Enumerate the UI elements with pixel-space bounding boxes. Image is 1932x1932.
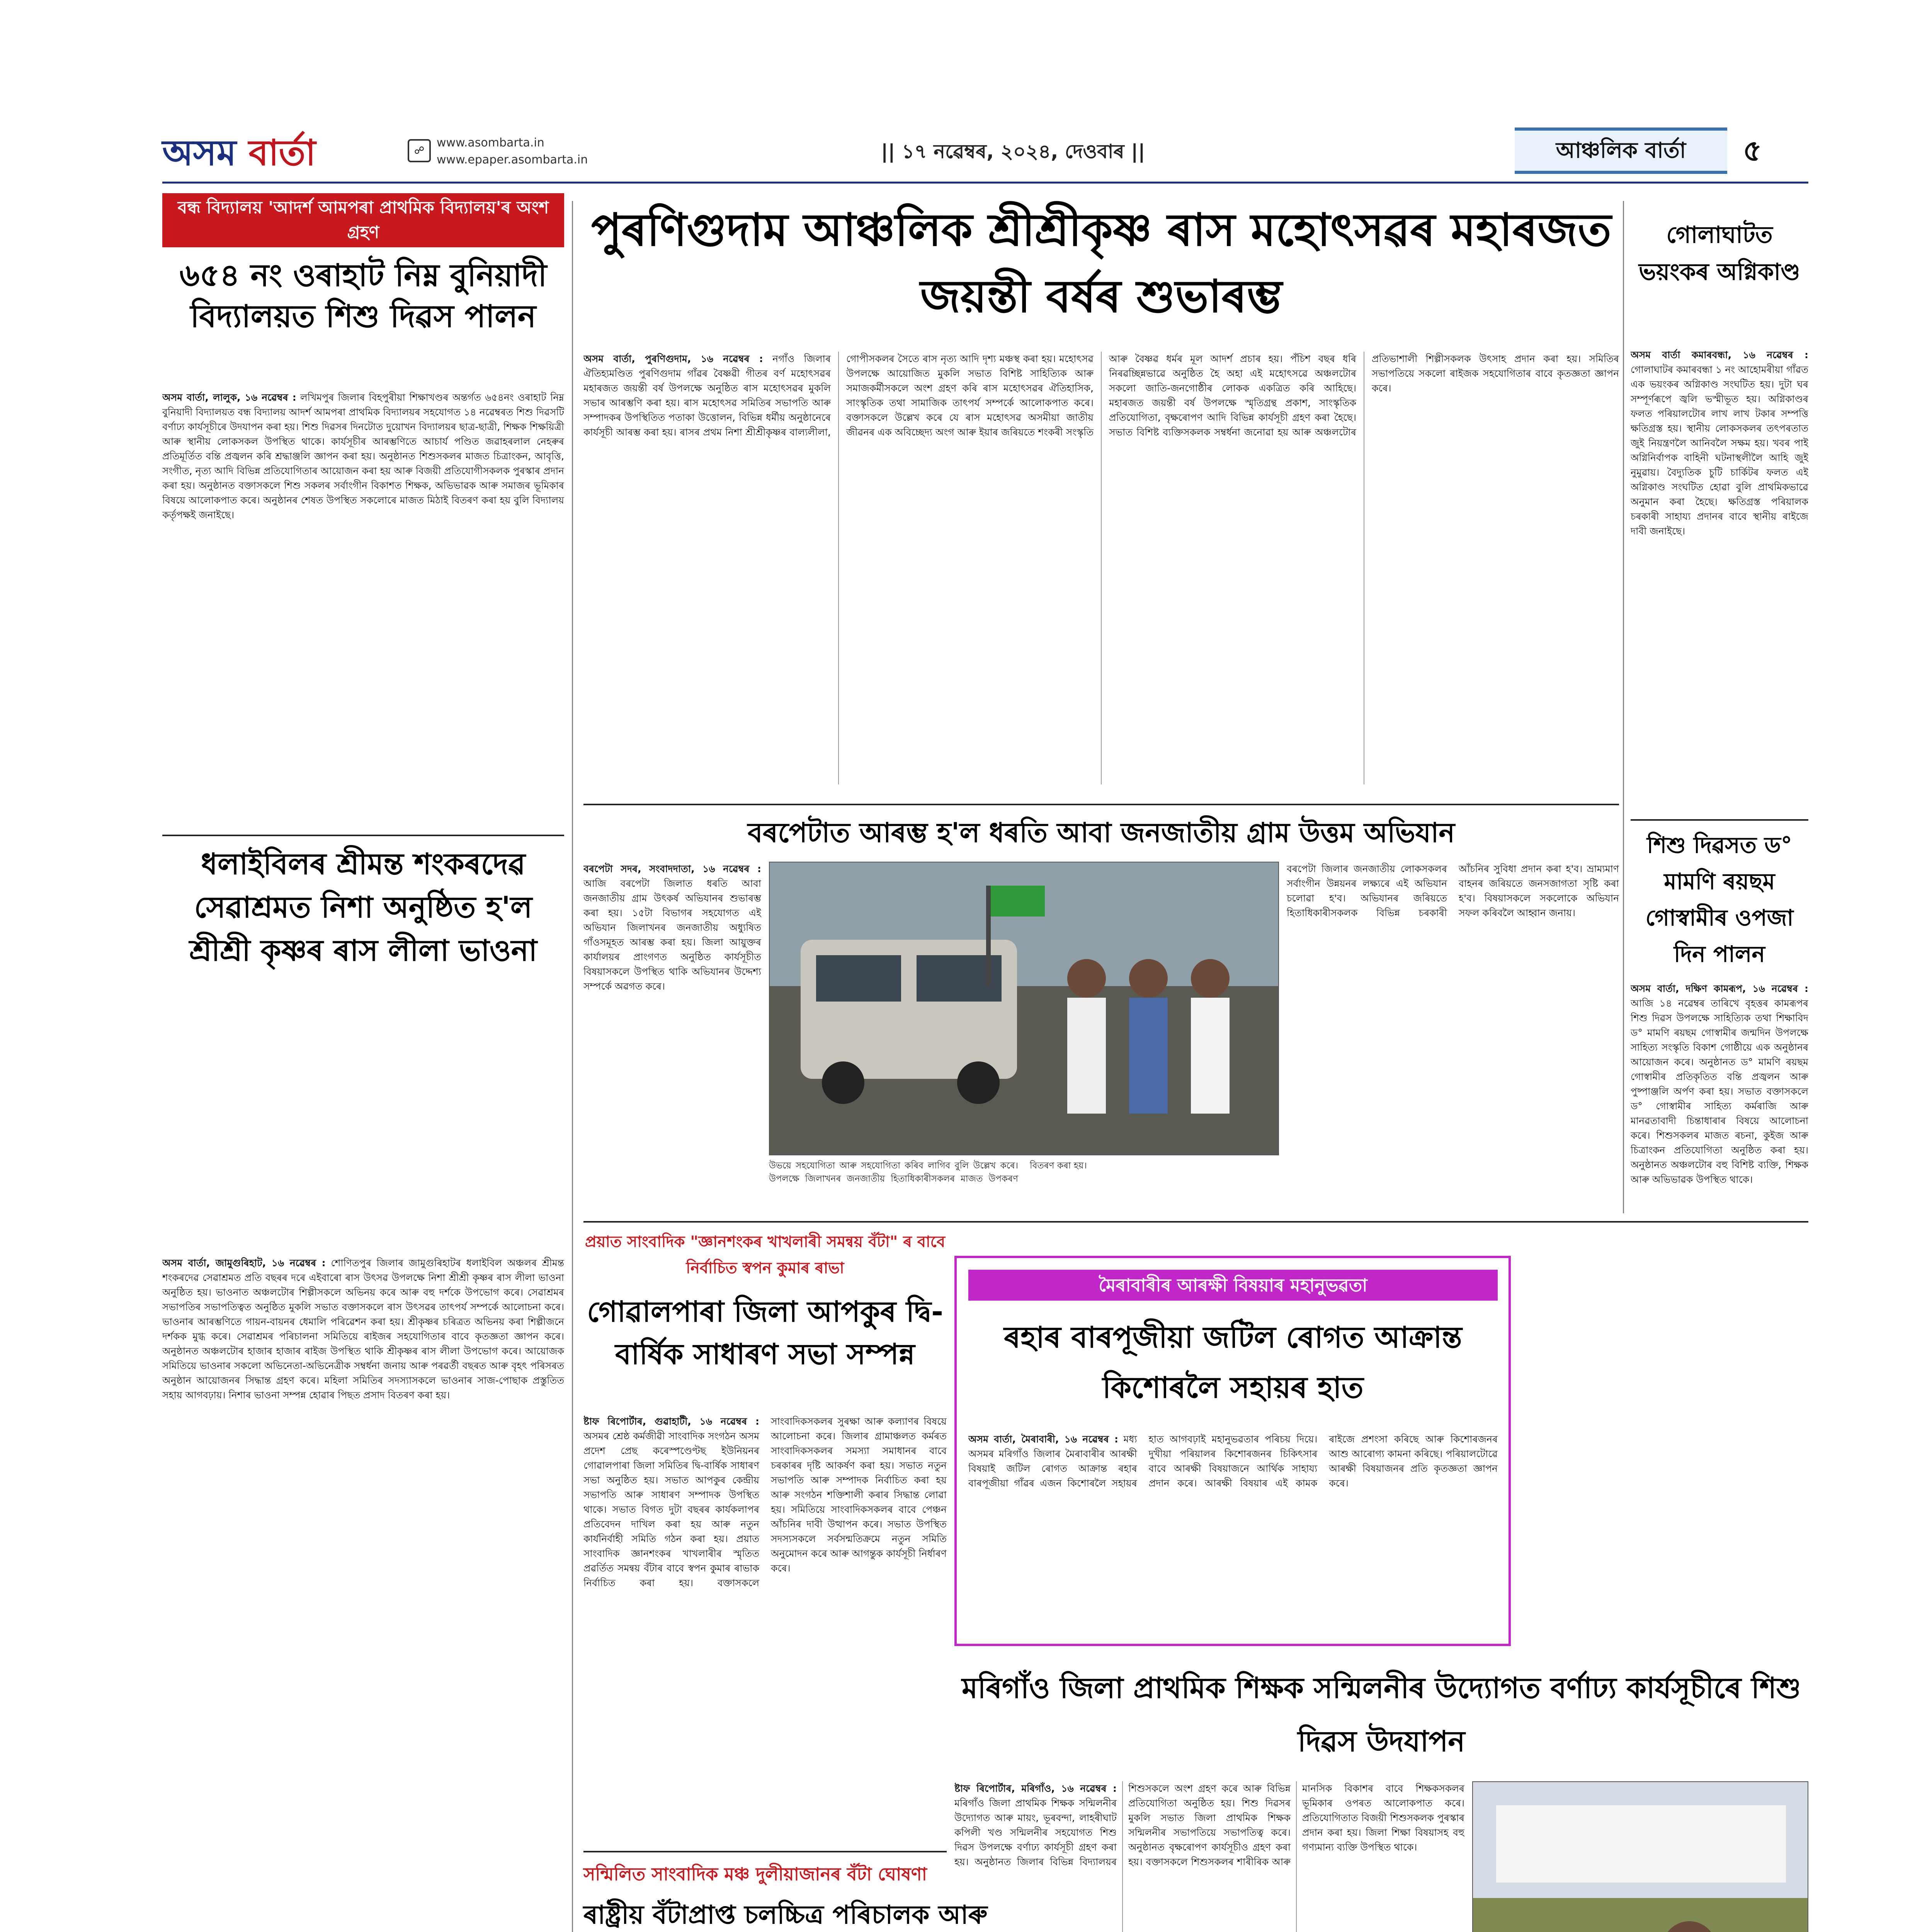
story-kicker bbox=[162, 193, 564, 247]
story-body-text: গোলাঘাটৰ কমাৰবন্ধা ১ নং আহোমৰীয়া গাঁৱত এক ভয়ংকৰ অগ্নিকাণ্ড সংঘটিত হয়। দুটা ঘৰ সম্পূৰ্ণৰূপে জ্বলি ভস্মীভূত হয়। অগ্নিকাণ্ডৰ ফলত পৰিয়ালটোৰ লাখ লাখ টকাৰ সম্পত্তি ক্ষতিগ্ৰস্ত হয়। স্থানীয় লোকসকলৰ তৎপৰতাত জুই নিয়ন্ত্ৰণলৈ আনিবলৈ সক্ষম হয়। খবৰ পাই অগ্নিনিৰ্বাপক বাহিনী ঘটনাস্থলীলৈ আহি জুই নুমুৱায়। বৈদ্যুতিক চুটি চাৰ্কিটৰ ফলত এই অগ্নিকাণ্ড সংঘটিত হোৱা বুলি প্ৰাথমিকভাৱে অনুমান কৰা হৈছে। ক্ষতিগ্ৰস্ত পৰিয়ালক চৰকাৰী সাহায্য প্ৰদানৰ বাবে স্থানীয় ৰাইজে দাবী জনাইছে। bbox=[1631, 364, 1808, 537]
story-dateline: ষ্টাফ ৰিপোৰ্টাৰ, গুৱাহাটী, ১৬ নৱেম্বৰ : bbox=[583, 1416, 759, 1427]
story-kicker: সন্মিলিত সাংবাদিক মঞ্চ দুলীয়াজানৰ বঁটা ঘোষণা bbox=[583, 1864, 927, 1884]
issue-date: || ১৭ নৱেম্বৰ, ২০২৪, দেওবাৰ || bbox=[881, 140, 1145, 163]
story-body bbox=[583, 1414, 947, 1820]
story-dateline: অসম বাৰ্তা, মৈৰাবাৰী, ১৬ নৱেম্বৰ : bbox=[968, 1434, 1119, 1445]
story-body bbox=[162, 390, 564, 823]
story-golaghat-fire bbox=[1631, 216, 1808, 811]
masthead-logo bbox=[162, 128, 402, 178]
story-goalpara-apcu bbox=[583, 1229, 947, 1932]
photo-barpeta-flagoff bbox=[769, 862, 1279, 1155]
divider bbox=[1631, 819, 1808, 821]
story-headline: ধলাইবিলৰ শ্ৰীমন্ত শংকৰদেৱ সেৱাশ্ৰমত নিশা অনুষ্ঠিত হ'ল শ্ৰীশ্ৰী কৃষ্ণৰ ৰাস লীলা ভাওনা bbox=[189, 847, 537, 968]
divider bbox=[583, 1221, 1808, 1223]
story-barpeta-campaign bbox=[583, 808, 1619, 1217]
divider bbox=[583, 1851, 947, 1852]
story-morigaon-childrens-day bbox=[954, 1662, 1808, 1932]
photo-tree-planting bbox=[1472, 1781, 1808, 1932]
story-dateline: অসম বাৰ্তা, লালুক, ১৬ নৱেম্বৰ : bbox=[162, 392, 296, 403]
photo-caption: উভয়ে সহযোগিতা আৰু সহযোগিতা কৰিব লাগিব বুলি উল্লেখ কৰে। উপলক্ষে জিলাখনৰ জনজাতীয় হিতাধিকাৰীসকলৰ মাজত উপকৰণ বিতৰণ কৰা হয়। bbox=[769, 1161, 1087, 1184]
divider bbox=[583, 804, 1619, 805]
story-body bbox=[583, 352, 1619, 784]
story-headline: ৰহাৰ বাৰপূজীয়া জটিল ৰোগত আক্ৰান্ত কিশোৰলৈ সহায়ৰ হাত bbox=[1004, 1320, 1462, 1405]
story-headline: শিশু দিৱসত ড° মামণি ৰয়ছম গোস্বামীৰ ওপজা দিন পালন bbox=[1645, 832, 1794, 967]
story-body-text: আজি ১৪ নৱেম্বৰ তাৰিখে বৃহত্তৰ কামৰূপৰ শিশু দিৱস উপলক্ষে সাহিত্যিক তথা শিক্ষাবিদ ড° মামণি ৰয়ছম গোস্বামীৰ জন্মদিন উপলক্ষে সাহিত্য সংস্কৃতি বিকাশ গোষ্ঠীয়ে এক অনুষ্ঠানৰ আয়োজন কৰে। অনুষ্ঠানত ড° মামণি ৰয়ছম গোস্বামীৰ প্ৰতিকৃতিত বন্তি প্ৰজ্বলন আৰু পুষ্পাঞ্জলি অৰ্পণ কৰা হয়। সভাত বক্তাসকলে ড° গোস্বামীৰ সাহিত্য কৰ্মৰাজি আৰু মানৱতাবাদী চিন্তাধাৰাৰ বিষয়ে আলোচনা কৰে। শিশুসকলৰ মাজত ৰচনা, কুইজ আৰু চিত্ৰাংকন প্ৰতিযোগিতা অনুষ্ঠিত কৰা হয়। অনুষ্ঠানত অঞ্চলটোৰ বহু বিশিষ্ট ব্যক্তি, শিক্ষক আৰু অভিভাৱক উপস্থিত থাকে। bbox=[1631, 998, 1808, 1185]
kicker-text: মৈৰাবাৰীৰ আৰক্ষী বিষয়াৰ মহানুভৱতা bbox=[1099, 1275, 1367, 1296]
story-dateline: ষ্টাফ ৰিপোৰ্টাৰ, মৰিগাঁও, ১৬ নৱেম্বৰ : bbox=[954, 1783, 1117, 1794]
story-headline: গোলাঘাটত ভয়ংকৰ অগ্নিকাণ্ড bbox=[1639, 221, 1800, 286]
story-headline: ৰাষ্ট্ৰীয় বঁটাপ্ৰাপ্ত চলচ্চিত্ৰ পৰিচালক আৰু bbox=[583, 1900, 988, 1930]
story-raas-jubilee bbox=[583, 193, 1619, 796]
website-link-2[interactable]: www.epaper.asombarta.in bbox=[437, 153, 588, 167]
story-body bbox=[968, 1432, 1498, 1633]
website-link-1[interactable]: www.asombarta.in bbox=[437, 136, 544, 150]
story-body-text: মধ্য অসমৰ মৰিগাঁও জিলাৰ মৈৰাবাৰীৰ আৰক্ষী বিষয়াই জটিল ৰোগত আক্ৰান্ত ৰহাৰ বাৰপূজীয়া গাঁৱৰ এজন কিশোৰলৈ সহায়ৰ হাত আগবঢ়াই মহানুভৱতাৰ পৰিচয় দিয়ে। দুখীয়া পৰিয়ালৰ কিশোৰজনৰ চিকিৎসাৰ বাবে আৰক্ষী বিষয়াজনে আৰ্থিক সাহায্য প্ৰদান কৰে। আৰক্ষী বিষয়াৰ এই কামক ৰাইজে প্ৰশংসা কৰিছে আৰু কিশোৰজনৰ আশু আৰোগ্য কামনা কৰিছে। পৰিয়ালটোৱে আৰক্ষী বিষয়াজনৰ প্ৰতি কৃতজ্ঞতা জ্ঞাপন কৰে। bbox=[968, 1434, 1498, 1489]
story-dateline: অসম বাৰ্তা, পুৰণিগুদাম, ১৬ নৱেম্বৰ : bbox=[583, 353, 763, 364]
logo-word-1: অসম bbox=[162, 132, 236, 173]
column-divider bbox=[572, 201, 573, 1932]
story-headline: পুৰণিগুদাম আঞ্চলিক শ্ৰীশ্ৰীকৃষ্ণ ৰাস মহোৎসৱৰ মহাৰজত জয়ন্তী বৰ্ষৰ শুভাৰম্ভ bbox=[591, 204, 1612, 323]
story-body bbox=[1631, 981, 1808, 1275]
story-body-text: লখিমপুৰ জিলাৰ বিহপুৰীয়া শিক্ষাখণ্ডৰ অন্তৰ্গত ৬৫৪নং ওৰাহাট নিম্ন বুনিয়াদী বিদ্যালয়ত বন্ধ বিদ্যালয় আদৰ্শ আমপৰা প্ৰাথমিক বিদ্যালয়ৰ সহযোগত ১৪ নৱেম্বৰত শিশু দিৱসটি বৰ্ণাঢ্য কাৰ্যসূচীৰে উদযাপন কৰা হয়। শিশু দিৱসৰ দিনটোত দুয়োখন বিদ্যালয়ৰ ছাত্ৰ-ছাত্ৰী, শিক্ষক শিক্ষয়িত্ৰী আৰু স্থানীয় লোকসকল উপস্থিত থাকে। কাৰ্যসূচীৰ আৰম্ভণিতে আচাৰ্য পণ্ডিত জৱাহৰলাল নেহৰুৰ প্ৰতিমূৰ্তিত বন্তি প্ৰজ্বলন কৰি শ্ৰদ্ধাঞ্জলি জ্ঞাপন কৰা হয়। অনুষ্ঠানত শিশুসকলৰ মাজত চিত্ৰাংকন, আবৃত্তি, সংগীত, নৃত্য আদি বিভিন্ন প্ৰতিযোগিতাৰ আয়োজন কৰা হয় আৰু বিজয়ী প্ৰতিযোগীসকলক পুৰস্কাৰ প্ৰদান কৰা হয়। অনুষ্ঠানত বক্তাসকলে শিশু সকলৰ সৰ্বাংগীন বিকাশত শিক্ষক, অভিভাৱক আৰু সমাজৰ ভূমিকাৰ বিষয়ে আলোকপাত কৰে। অনুষ্ঠানৰ শেষত উপস্থিত সকলোৰে মাজত মিঠাই বিতৰণ কৰা হয় বুলি বিদ্যালয় কৰ্তৃপক্ষই জনাইছে। bbox=[162, 392, 564, 520]
story-body-left bbox=[583, 862, 761, 1209]
story-body bbox=[954, 1781, 1464, 1932]
divider bbox=[162, 835, 564, 836]
section-label: আঞ্চলিক বাৰ্তা bbox=[1556, 138, 1686, 163]
story-mayrabari-police bbox=[954, 1256, 1511, 1646]
story-body-text: নগাঁও জিলাৰ ঐতিহ্যমণ্ডিত পুৰণিগুদাম গাঁৱৰ বৈষ্ণৱী গীতৰ বৰ্ণ মহোৎসৱৰ মহাৰজত জয়ন্তী বৰ্ষ উপলক্ষে অনুষ্ঠিত ৰাস মহোৎসৱৰ মুকলি সভাৰ আৰম্ভণি কৰা হয়। ৰাস মহোৎসৱ সমিতিৰ সভাপতি আৰু সম্পাদকৰ উপস্থিতিত পতাকা উত্তোলন, বিভিন্ন ধৰ্মীয় অনুষ্ঠানেৰে কাৰ্যসূচী আৰম্ভ কৰা হয়। ৰাসৰ প্ৰথম নিশা শ্ৰীশ্ৰীকৃষ্ণৰ বাল্যলীলা, গোপীসকলৰ সৈতে ৰাস নৃত্য আদি দৃশ্য মঞ্চস্থ কৰা হয়। মহোৎসৱ উপলক্ষে আয়োজিত মুকলি সভাত বিশিষ্ট সাহিত্যিক আৰু সমাজকৰ্মীসকলে অংশ গ্ৰহণ কৰি ৰাস মহোৎসৱৰ ঐতিহাসিক, সাংস্কৃতিক তথা সামাজিক তাৎপৰ্য সম্পৰ্কে আলোকপাত কৰে। বক্তাসকলে উল্লেখ কৰে যে ৰাস মহোৎসৱ অসমীয়া জাতীয় জীৱনৰ এক অবিচ্ছেদ্য অংগ আৰু ইয়াৰ জৰিয়তে শংকৰী সংস্কৃতি আৰু বৈষ্ণৱ ধৰ্মৰ মূল আদৰ্শ প্ৰচাৰ হয়। পঁচিশ বছৰ ধৰি নিৰৱচ্ছিন্নভাৱে অনুষ্ঠিত হৈ অহা এই মহোৎসৱে অঞ্চলটোৰ সকলো জাতি-জনগোষ্ঠীৰ লোকক একত্ৰিত কৰি আহিছে। মহাৰজত জয়ন্তী বৰ্ষ উপলক্ষে স্মৃতিগ্ৰন্থ প্ৰকাশ, সাংস্কৃতিক প্ৰতিযোগিতা, বৃক্ষৰোপণ আদি বিভিন্ন কাৰ্যসূচী গ্ৰহণ কৰা হৈছে। সভাত বিশিষ্ট ব্যক্তিসকলক সম্বৰ্ধনা জনোৱা হয় আৰু অঞ্চলটোৰ প্ৰতিভাশালী শিল্পীসকলক উৎসাহ প্ৰদান কৰা হয়। সমিতিৰ সভাপতিয়ে সকলো ৰাইজক সহযোগিতাৰ বাবে কৃতজ্ঞতা জ্ঞাপন কৰে। bbox=[583, 353, 1619, 438]
story-dateline: বৰপেটা সদৰ, সংবাদদাতা, ১৬ নৱেম্বৰ : bbox=[583, 863, 761, 874]
story-children-day-orahat bbox=[162, 193, 564, 831]
story-body-text: অসমৰ শ্ৰেষ্ঠ কৰ্মজীৱী সাংবাদিক সংগঠন অসম প্ৰদেশ প্ৰেছ কৰেস্পণ্ডেণ্টছ ইউনিয়নৰ গোৱালপাৰা জিলা সমিতিৰ দ্বি-বাৰ্ষিক সাধাৰণ সভা অনুষ্ঠিত হয়। সভাত আপকুৰ কেন্দ্ৰীয় সভাপতি আৰু সাধাৰণ সম্পাদক উপস্থিত থাকে। সভাত বিগত দুটা বছৰৰ কাৰ্যকলাপৰ প্ৰতিবেদন দাখিল কৰা হয় আৰু নতুন কাৰ্যনিৰ্বাহী সমিতি গঠন কৰা হয়। প্ৰয়াত সাংবাদিক জ্ঞানশংকৰ খাখলাৰীৰ স্মৃতিত প্ৰৱৰ্তিত সমন্বয় বঁটাৰ বাবে স্বপন কুমাৰ ৰাভাক নিৰ্বাচিত কৰা হয়। বক্তাসকলে সাংবাদিকসকলৰ সুৰক্ষা আৰু কল্যাণৰ বিষয়ে আলোচনা কৰে। জিলাৰ গ্ৰামাঞ্চলত কৰ্মৰত সাংবাদিকসকলৰ সমস্যা সমাধানৰ বাবে চৰকাৰৰ দৃষ্টি আকৰ্ষণ কৰা হয়। সভাত নতুন সভাপতি আৰু সম্পাদক নিৰ্বাচিত কৰা হয় আৰু সংগঠন শক্তিশালী কৰাৰ সিদ্ধান্ত লোৱা হয়। সমিতিয়ে সাংবাদিকসকলৰ বাবে পেঞ্চন আঁচনিৰ দাবী উত্থাপন কৰে। সভাত উপস্থিত সদস্যসকলে সৰ্বসন্মতিক্ৰমে নতুন সমিতি অনুমোদন কৰে আৰু আগন্তুক কাৰ্যসূচী নিৰ্ধাৰণ কৰে। bbox=[583, 1416, 947, 1588]
story-headline: গোৱালপাৰা জিলা আপকুৰ দ্বি-বাৰ্ষিক সাধাৰণ সভা সম্পন্ন bbox=[587, 1295, 943, 1371]
story-body-text: মৰিগাঁও জিলা প্ৰাথমিক শিক্ষক সন্মিলনীৰ উদ্যোগত আৰু মায়ং, ভূৰবন্দা, লাহৰীঘাট কপিলী খণ্ড সন্মিলনীৰ সহযোগত শিশু দিৱস উপলক্ষে বৰ্ণাঢ্য কাৰ্যসূচী গ্ৰহণ কৰা হয়। অনুষ্ঠানত জিলাৰ বিভিন্ন বিদ্যালয়ৰ শিশুসকলে অংশ গ্ৰহণ কৰে আৰু বিভিন্ন প্ৰতিযোগিতা অনুষ্ঠিত হয়। শিশু দিৱসৰ মুকলি সভাত জিলা প্ৰাথমিক শিক্ষক সন্মিলনীৰ সভাপতিয়ে সভাপতিত্ব কৰে। অনুষ্ঠানত বৃক্ষৰোপণ কাৰ্যসূচীও গ্ৰহণ কৰা হয়। বক্তাসকলে শিশুসকলৰ শাৰীৰিক আৰু মানসিক বিকাশৰ বাবে শিক্ষকসকলৰ ভূমিকাৰ ওপৰত আলোকপাত কৰে। প্ৰতিযোগিতাত বিজয়ী শিশুসকলক পুৰস্কাৰ প্ৰদান কৰা হয়। জিলা শিক্ষা বিষয়াসহ বহু গণ্যমান্য ব্যক্তি উপস্থিত থাকে। bbox=[954, 1783, 1464, 1867]
story-dateline: অসম বাৰ্তা, দক্ষিণ কামৰূপ, ১৬ নৱেম্বৰ : bbox=[1631, 983, 1808, 994]
story-body-right: বৰপেটা জিলাৰ জনজাতীয় লোকসকলৰ সৰ্বাংগীন উন্নয়নৰ লক্ষ্যৰে এই অভিযান চলোৱা হ'ব। অভিযানৰ জৰিয়তে হিতাধিকাৰীসকলক বিভিন্ন চৰকাৰী আঁচনিৰ সুবিধা প্ৰদান কৰা হ'ব। ভ্ৰাম্যমাণ বাহনৰ জৰিয়তে জনসজাগতা সৃষ্টি কৰা হ'ব। বিষয়াসকলে সকলোকে অভিযান সফল কৰিবলৈ আহ্বান জনায়। bbox=[1287, 863, 1619, 918]
kicker-text: বন্ধ বিদ্যালয় 'আদৰ্শ আমপৰা প্ৰাথমিক বিদ্যালয়'ৰ অংশ গ্ৰহণ bbox=[177, 198, 549, 242]
masthead-rule bbox=[162, 182, 1808, 184]
story-raas-leela bbox=[162, 842, 564, 1932]
story-mamoni-raisom bbox=[1631, 827, 1808, 1283]
story-kicker: প্ৰয়াত সাংবাদিক "জ্ঞানশংকৰ খাখলাৰী সমন্বয় বঁটা" ৰ বাবে নিৰ্বাচিত স্বপন কুমাৰ ৰাভা bbox=[585, 1233, 946, 1277]
story-headline: মৰিগাঁও জিলা প্ৰাথমিক শিক্ষক সন্মিলনীৰ উদ্যোগত বৰ্ণাঢ্য কাৰ্যসূচীৰে শিশু দিৱস উদযাপন bbox=[962, 1672, 1801, 1758]
story-body bbox=[162, 1256, 564, 1932]
website-icon: ☍ bbox=[408, 139, 431, 162]
story-body bbox=[1631, 348, 1808, 804]
column-divider bbox=[1623, 201, 1624, 1213]
story-headline: ৬৫৪ নং ওৰাহাট নিম্ন বুনিয়াদী বিদ্যালয়ত শিশু দিৱস পালন bbox=[179, 257, 547, 334]
story-headline: বৰপেটাত আৰম্ভ হ'ল ধৰতি আবা জনজাতীয় গ্ৰাম উত্তম অভিযান bbox=[747, 817, 1455, 849]
story-body-text: আজি বৰপেটা জিলাত ধৰতি আবা জনজাতীয় গ্ৰাম উৎকৰ্ষ অভিযানৰ শুভাৰম্ভ কৰা হয়। ১৫টা বিভাগৰ সহযোগত এই অভিযান জিলাখনৰ জনজাতীয় অধ্যুষিত গাঁওসমূহত আৰম্ভ কৰা হয়। জিলা আয়ুক্তৰ কাৰ্যালয়ৰ প্ৰাংগণত অনুষ্ঠিত কাৰ্যসূচীত বিষয়াসকলে উপস্থিত থাকি অভিযানৰ উদ্দেশ্য সম্পৰ্কে অৱগত কৰে। bbox=[583, 878, 761, 992]
section-tag bbox=[1515, 128, 1727, 174]
story-dateline: অসম বাৰ্তা, জামুগুৰিহাট, ১৬ নৱেম্বৰ : bbox=[162, 1257, 326, 1269]
story-kicker bbox=[968, 1270, 1498, 1301]
story-body-text: শোণিতপুৰ জিলাৰ জামুগুৰিহাটৰ ধলাইবিল অঞ্চলৰ শ্ৰীমন্ত শংকৰদেৱ সেৱাশ্ৰমত প্ৰতি বছৰৰ দৰে এইবাৰো ৰাস উৎসৱ উপলক্ষে নিশা শ্ৰীশ্ৰী কৃষ্ণৰ ৰাস লীলা ভাওনা অনুষ্ঠিত হয়। ভাওনাত অঞ্চলটোৰ শিল্পীসকলে অভিনয় কৰে আৰু বহু দৰ্শকে উপভোগ কৰে। সেৱাশ্ৰমৰ সভাপতিৰ সভাপতিত্বত অনুষ্ঠিত মুকলি সভাত বক্তাসকলে ৰাস উৎসৱৰ তাৎপৰ্য সম্পৰ্কে আলোচনা কৰে। ভাওনাৰ আৰম্ভণিতে গায়ন-বায়নৰ ধেমালি পৰিৱেশন কৰা হয়। শ্ৰীকৃষ্ণৰ চৰিত্ৰত অভিনয় কৰা শিল্পীজনে দৰ্শকক মুগ্ধ কৰে। সেৱাশ্ৰমৰ পৰিচালনা সমিতিয়ে ৰাইজৰ সহযোগিতাৰ বাবে কৃতজ্ঞতা জ্ঞাপন কৰে। অনুষ্ঠানত অঞ্চলটোৰ হাজাৰ হাজাৰ ৰাইজ উপস্থিত থাকি শ্ৰীকৃষ্ণৰ ৰাস লীলা উপভোগ কৰে। আয়োজক সমিতিয়ে ভাওনাৰ সকলো অভিনেতা-অভিনেত্ৰীক সম্বৰ্ধনা জনায় আৰু পৰৱৰ্তী বছৰত আৰু বৃহৎ পৰিসৰত অনুষ্ঠান আয়োজনৰ সিদ্ধান্ত গ্ৰহণ কৰে। মহিলা সমিতিৰ সদস্যাসকলে ভাওনাৰ সাজ-পোছাক প্ৰস্তুতিত সহায় আগবঢ়ায়। নিশাৰ ভাওনা সম্পন্ন হোৱাৰ পিছত প্ৰসাদ বিতৰণ কৰা হয়। bbox=[162, 1257, 564, 1401]
logo-word-2: বাৰ্তা bbox=[248, 132, 316, 173]
page-number: ৫ bbox=[1743, 133, 1762, 168]
story-dateline: অসম বাৰ্তা কমাৰবন্ধা, ১৬ নৱেম্বৰ : bbox=[1631, 349, 1808, 361]
masthead bbox=[0, 0, 1932, 216]
